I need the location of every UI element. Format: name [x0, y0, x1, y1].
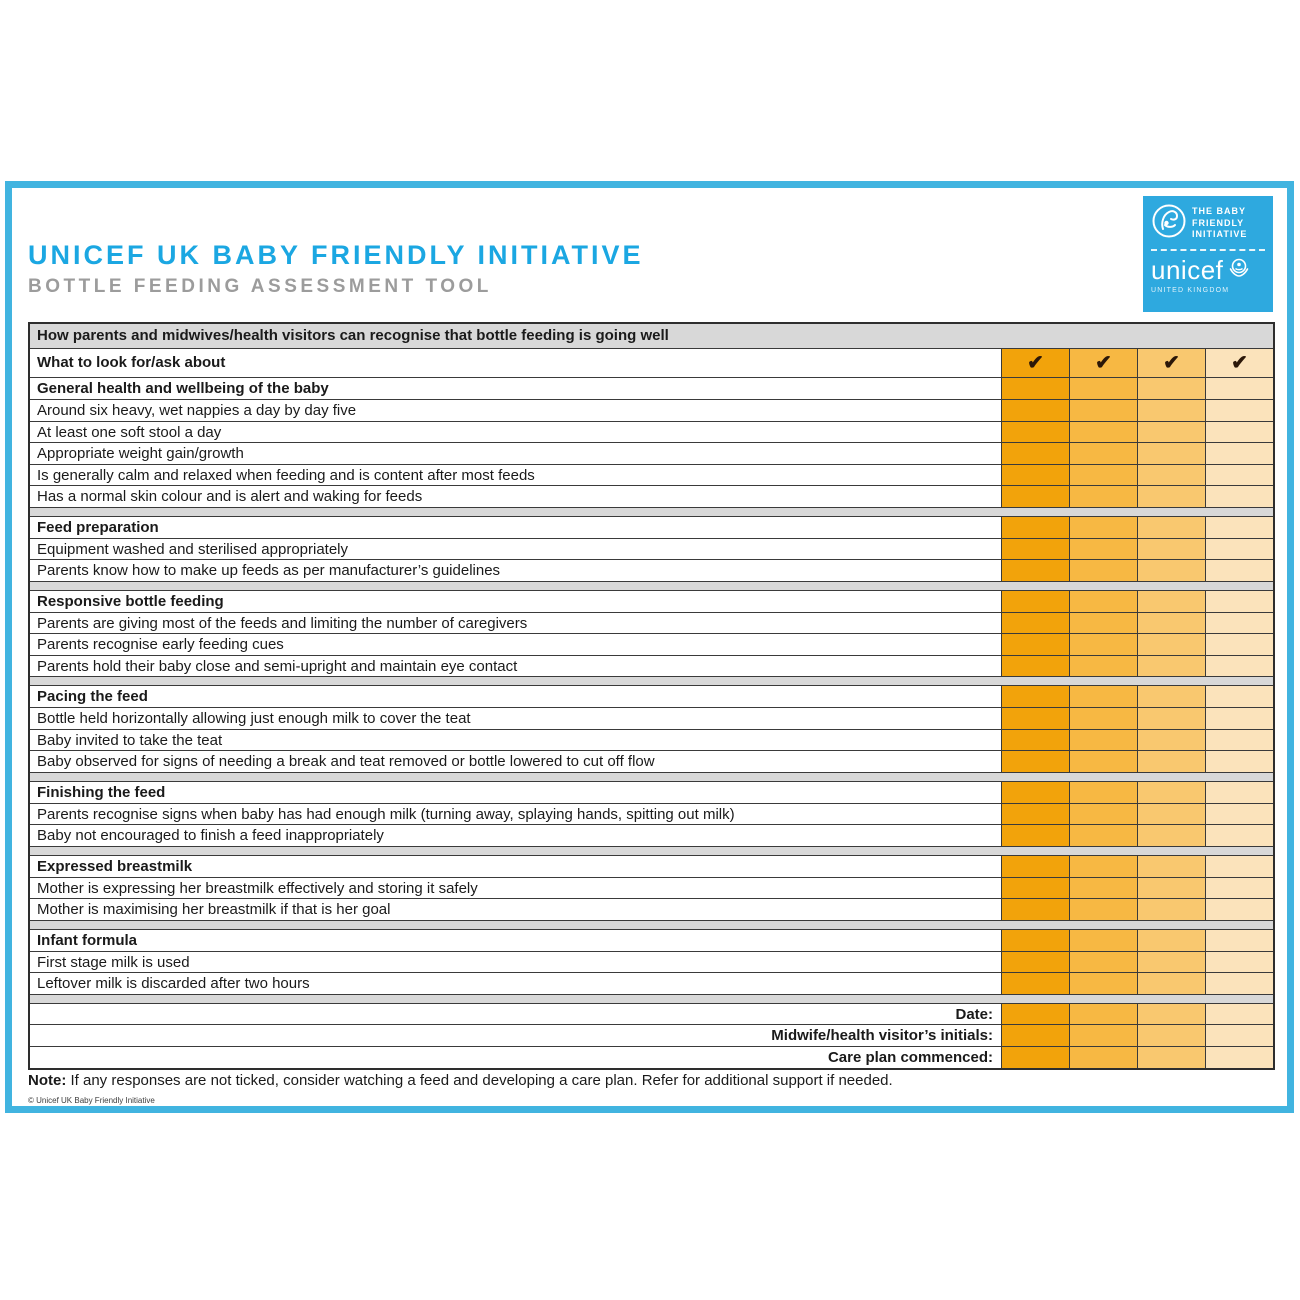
- item-check-cell-col4[interactable]: [1205, 465, 1273, 486]
- item-check-cell-col3[interactable]: [1137, 825, 1205, 846]
- section-heading-label: Responsive bottle feeding: [37, 592, 224, 610]
- item-check-cell-col1[interactable]: [1001, 878, 1069, 899]
- unicef-baby-friendly-logo: [1143, 196, 1273, 312]
- table-row: [30, 613, 1273, 635]
- checkmark-icon: ✔: [1027, 352, 1044, 374]
- footer-check-cell-col1[interactable]: [1001, 1004, 1069, 1025]
- heading-check-cell-col3: [1137, 782, 1205, 803]
- footer-label: Care plan commenced:: [827, 1048, 993, 1066]
- item-check-cell-col1[interactable]: [1001, 613, 1069, 634]
- note-label: Note:: [28, 1072, 67, 1089]
- section-heading-row: [30, 930, 1273, 952]
- item-label: Parents know how to make up feeds as per manufacturer’s guidelines: [37, 562, 501, 579]
- checkmark-icon: ✔: [1163, 352, 1180, 374]
- item-check-cell-col3[interactable]: [1137, 443, 1205, 464]
- item-check-cell-col3[interactable]: [1137, 973, 1205, 994]
- footer-check-cell-col4[interactable]: [1205, 1047, 1273, 1069]
- heading-check-cell-col3: [1137, 378, 1205, 399]
- table-row: [30, 443, 1273, 465]
- footer-check-cell-col3[interactable]: [1137, 1025, 1205, 1046]
- item-label: Baby invited to take the teat: [37, 731, 223, 749]
- table-row: [30, 751, 1273, 773]
- checkmark-icon: ✔: [1095, 352, 1112, 374]
- item-check-cell-col1[interactable]: [1001, 656, 1069, 677]
- item-check-cell-col2[interactable]: [1069, 465, 1137, 486]
- table-row: [30, 539, 1273, 561]
- section-heading-row: [30, 856, 1273, 878]
- heading-check-cell-col4: [1205, 686, 1273, 707]
- item-label: Mother is expressing her breastmilk effectively and storing it safely: [37, 879, 478, 897]
- item-label: First stage milk is used: [37, 953, 190, 971]
- item-check-cell-col3[interactable]: [1137, 899, 1205, 920]
- section-heading-label: General health and wellbeing of the baby: [37, 380, 329, 397]
- item-check-cell-col2[interactable]: [1069, 751, 1137, 772]
- item-check-cell-col4[interactable]: [1205, 613, 1273, 634]
- item-label: Appropriate weight gain/growth: [37, 445, 244, 462]
- section-separator: [30, 921, 1273, 930]
- item-check-cell-col3[interactable]: [1137, 613, 1205, 634]
- item-check-cell-col2[interactable]: [1069, 878, 1137, 899]
- item-check-cell-col1[interactable]: [1001, 560, 1069, 581]
- document-subtitle: BOTTLE FEEDING ASSESSMENT TOOL: [28, 276, 492, 297]
- item-check-cell-col1[interactable]: [1001, 465, 1069, 486]
- item-label: Baby not encouraged to finish a feed inappropriately: [37, 827, 384, 844]
- footer-check-cell-col4[interactable]: [1205, 1025, 1273, 1046]
- heading-check-cell-col1: [1001, 856, 1069, 877]
- table-row: [30, 825, 1273, 847]
- item-check-cell-col3[interactable]: [1137, 486, 1205, 507]
- heading-check-cell-col2: [1069, 686, 1137, 707]
- heading-check-cell-col2: [1069, 856, 1137, 877]
- item-check-cell-col4[interactable]: [1205, 400, 1273, 421]
- item-check-cell-col3[interactable]: [1137, 422, 1205, 443]
- item-check-cell-col2[interactable]: [1069, 443, 1137, 464]
- item-check-cell-col2[interactable]: [1069, 952, 1137, 973]
- heading-check-cell-col4: [1205, 378, 1273, 399]
- heading-check-cell-col1: [1001, 686, 1069, 707]
- header-check-cell-col3: [1137, 349, 1205, 377]
- heading-check-cell-col1: [1001, 782, 1069, 803]
- item-label: Parents recognise signs when baby has had enough milk (turning away, splaying hands, spitting out milk): [37, 805, 735, 823]
- heading-check-cell-col3: [1137, 686, 1205, 707]
- item-check-cell-col2[interactable]: [1069, 400, 1137, 421]
- item-check-cell-col3[interactable]: [1137, 952, 1205, 973]
- table-row: [30, 465, 1273, 487]
- item-label: At least one soft stool a day: [37, 423, 222, 441]
- item-check-cell-col3[interactable]: [1137, 656, 1205, 677]
- item-check-cell-col2[interactable]: [1069, 634, 1137, 655]
- footer-row: [30, 1004, 1273, 1026]
- item-check-cell-col1[interactable]: [1001, 708, 1069, 729]
- item-check-cell-col2[interactable]: [1069, 422, 1137, 443]
- footer-check-cell-col1[interactable]: [1001, 1025, 1069, 1046]
- heading-check-cell-col4: [1205, 930, 1273, 951]
- logo-country-label: UNITED KINGDOM: [1151, 287, 1230, 294]
- item-check-cell-col2[interactable]: [1069, 708, 1137, 729]
- heading-check-cell-col4: [1205, 591, 1273, 612]
- item-check-cell-col3[interactable]: [1137, 560, 1205, 581]
- item-check-cell-col4[interactable]: [1205, 952, 1273, 973]
- table-row: [30, 400, 1273, 422]
- item-check-cell-col1[interactable]: [1001, 899, 1069, 920]
- item-check-cell-col1[interactable]: [1001, 952, 1069, 973]
- table-header-row: [30, 349, 1273, 378]
- footer-check-cell-col3[interactable]: [1137, 1047, 1205, 1069]
- item-check-cell-col4[interactable]: [1205, 730, 1273, 751]
- table-row: [30, 656, 1273, 678]
- table-row: [30, 560, 1273, 582]
- item-label: Baby observed for signs of needing a break and teat removed or bottle lowered to cut off flow: [37, 753, 655, 770]
- item-check-cell-col4[interactable]: [1205, 560, 1273, 581]
- item-check-cell-col1[interactable]: [1001, 539, 1069, 560]
- heading-check-cell-col4: [1205, 856, 1273, 877]
- heading-check-cell-col2: [1069, 517, 1137, 538]
- item-check-cell-col1[interactable]: [1001, 751, 1069, 772]
- item-check-cell-col4[interactable]: [1205, 443, 1273, 464]
- table-row: [30, 952, 1273, 974]
- item-check-cell-col1[interactable]: [1001, 443, 1069, 464]
- item-check-cell-col2[interactable]: [1069, 486, 1137, 507]
- section-separator: [30, 995, 1273, 1004]
- header-check-cell-col2: [1069, 349, 1137, 377]
- table-banner-row: [30, 324, 1273, 349]
- item-check-cell-col4[interactable]: [1205, 825, 1273, 846]
- item-check-cell-col3[interactable]: [1137, 465, 1205, 486]
- item-label: Parents recognise early feeding cues: [37, 636, 284, 653]
- item-check-cell-col1[interactable]: [1001, 730, 1069, 751]
- item-check-cell-col2[interactable]: [1069, 899, 1137, 920]
- section-heading-label: Infant formula: [37, 931, 137, 949]
- unicef-globe-icon: [1227, 255, 1251, 284]
- heading-check-cell-col3: [1137, 930, 1205, 951]
- item-label: Has a normal skin colour and is alert and waking for feeds: [37, 488, 423, 505]
- item-check-cell-col1[interactable]: [1001, 634, 1069, 655]
- item-check-cell-col4[interactable]: [1205, 899, 1273, 920]
- item-check-cell-col4[interactable]: [1205, 486, 1273, 507]
- item-check-cell-col3[interactable]: [1137, 730, 1205, 751]
- item-check-cell-col3[interactable]: [1137, 400, 1205, 421]
- item-check-cell-col4[interactable]: [1205, 539, 1273, 560]
- footer-row: [30, 1025, 1273, 1047]
- item-check-cell-col4[interactable]: [1205, 973, 1273, 994]
- what-to-look-for-label: What to look for/ask about: [37, 354, 226, 371]
- item-check-cell-col1[interactable]: [1001, 804, 1069, 825]
- item-check-cell-col2[interactable]: [1069, 539, 1137, 560]
- item-check-cell-col3[interactable]: [1137, 751, 1205, 772]
- item-label: Mother is maximising her breastmilk if that is her goal: [37, 901, 391, 918]
- heading-check-cell-col2: [1069, 930, 1137, 951]
- item-check-cell-col3[interactable]: [1137, 539, 1205, 560]
- item-check-cell-col1[interactable]: [1001, 400, 1069, 421]
- item-check-cell-col4[interactable]: [1205, 878, 1273, 899]
- document-title: UNICEF UK BABY FRIENDLY INITIATIVE: [28, 240, 644, 270]
- footer-label: Date:: [955, 1005, 993, 1023]
- table-row: [30, 708, 1273, 730]
- item-check-cell-col3[interactable]: [1137, 804, 1205, 825]
- table-row: [30, 899, 1273, 921]
- item-label: Parents hold their baby close and semi-upright and maintain eye contact: [37, 657, 518, 675]
- section-separator: [30, 508, 1273, 517]
- section-heading-row: [30, 686, 1273, 708]
- copyright-text: © Unicef UK Baby Friendly Initiative: [28, 1096, 155, 1105]
- heading-check-cell-col4: [1205, 782, 1273, 803]
- heading-check-cell-col3: [1137, 591, 1205, 612]
- item-check-cell-col1[interactable]: [1001, 973, 1069, 994]
- item-check-cell-col3[interactable]: [1137, 878, 1205, 899]
- item-check-cell-col4[interactable]: [1205, 422, 1273, 443]
- section-heading-label: Expressed breastmilk: [37, 857, 193, 875]
- footer-row: [30, 1047, 1273, 1069]
- item-check-cell-col1[interactable]: [1001, 825, 1069, 846]
- footer-check-cell-col2[interactable]: [1069, 1025, 1137, 1046]
- item-check-cell-col2[interactable]: [1069, 825, 1137, 846]
- section-separator: [30, 847, 1273, 856]
- heading-check-cell-col4: [1205, 517, 1273, 538]
- table-row: [30, 730, 1273, 752]
- item-check-cell-col4[interactable]: [1205, 804, 1273, 825]
- unicef-wordmark: unicef: [1151, 254, 1224, 285]
- footer-label: Midwife/health visitor’s initials:: [771, 1027, 993, 1044]
- header-check-cell-col4: [1205, 349, 1273, 377]
- footer-check-cell-col2[interactable]: [1069, 1047, 1137, 1069]
- table-row: [30, 804, 1273, 826]
- item-check-cell-col3[interactable]: [1137, 708, 1205, 729]
- item-check-cell-col1[interactable]: [1001, 486, 1069, 507]
- heading-check-cell-col3: [1137, 517, 1205, 538]
- heading-check-cell-col1: [1001, 378, 1069, 399]
- item-label: Leftover milk is discarded after two hours: [37, 975, 310, 992]
- section-separator: [30, 773, 1273, 782]
- mother-baby-icon: [1151, 203, 1187, 244]
- note-text: Note: If any responses are not ticked, consider watching a feed and developing a care plan. Refer for additional support if needed.: [28, 1072, 893, 1089]
- item-check-cell-col2[interactable]: [1069, 656, 1137, 677]
- item-check-cell-col2[interactable]: [1069, 804, 1137, 825]
- item-check-cell-col4[interactable]: [1205, 634, 1273, 655]
- header-check-cell-col1: [1001, 349, 1069, 377]
- heading-check-cell-col2: [1069, 378, 1137, 399]
- section-separator: [30, 677, 1273, 686]
- footer-check-cell-col1[interactable]: [1001, 1047, 1069, 1069]
- table-banner-label: How parents and midwives/health visitors can recognise that bottle feeding is going well: [37, 327, 669, 344]
- section-separator: [30, 582, 1273, 591]
- heading-check-cell-col1: [1001, 591, 1069, 612]
- item-label: Equipment washed and sterilised appropriately: [37, 540, 349, 558]
- table-row: [30, 878, 1273, 900]
- item-check-cell-col3[interactable]: [1137, 634, 1205, 655]
- section-heading-label: Finishing the feed: [37, 783, 166, 801]
- footer-check-cell-col2[interactable]: [1069, 1004, 1137, 1025]
- checkmark-icon: ✔: [1231, 352, 1248, 374]
- table-row: [30, 486, 1273, 508]
- section-heading-row: [30, 378, 1273, 400]
- item-label: Bottle held horizontally allowing just enough milk to cover the teat: [37, 710, 471, 727]
- table-row: [30, 634, 1273, 656]
- item-check-cell-col4[interactable]: [1205, 708, 1273, 729]
- item-check-cell-col4[interactable]: [1205, 751, 1273, 772]
- item-check-cell-col2[interactable]: [1069, 613, 1137, 634]
- item-check-cell-col1[interactable]: [1001, 422, 1069, 443]
- item-check-cell-col4[interactable]: [1205, 656, 1273, 677]
- heading-check-cell-col3: [1137, 856, 1205, 877]
- heading-check-cell-col1: [1001, 930, 1069, 951]
- assessment-table: [28, 322, 1275, 1070]
- item-label: Is generally calm and relaxed when feeding and is content after most feeds: [37, 466, 535, 484]
- heading-check-cell-col2: [1069, 591, 1137, 612]
- logo-dashed-divider: [1151, 249, 1265, 251]
- item-label: Around six heavy, wet nappies a day by day five: [37, 402, 357, 419]
- item-check-cell-col2[interactable]: [1069, 560, 1137, 581]
- item-label: Parents are giving most of the feeds and limiting the number of caregivers: [37, 614, 528, 632]
- table-row: [30, 422, 1273, 444]
- heading-check-cell-col1: [1001, 517, 1069, 538]
- footer-check-cell-col3[interactable]: [1137, 1004, 1205, 1025]
- footer-check-cell-col4[interactable]: [1205, 1004, 1273, 1025]
- section-heading-row: [30, 517, 1273, 539]
- item-check-cell-col2[interactable]: [1069, 730, 1137, 751]
- table-row: [30, 973, 1273, 995]
- heading-check-cell-col2: [1069, 782, 1137, 803]
- section-heading-row: [30, 591, 1273, 613]
- section-heading-label: Feed preparation: [37, 518, 159, 536]
- section-heading-label: Pacing the feed: [37, 688, 148, 705]
- section-heading-row: [30, 782, 1273, 804]
- item-check-cell-col2[interactable]: [1069, 973, 1137, 994]
- logo-text-lines: THE BABY FRIENDLY INITIATIVE: [1192, 205, 1248, 240]
